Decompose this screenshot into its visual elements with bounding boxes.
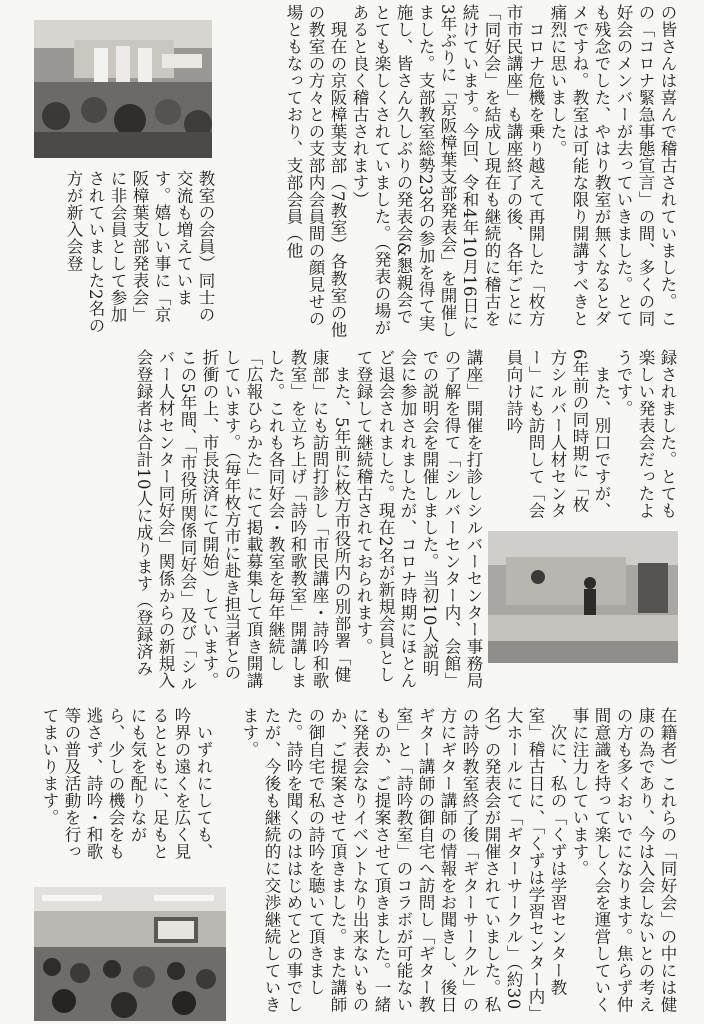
text-column-block-4 — [32, 349, 484, 693]
paragraph: の皆さんは喜んで稽古されていました。この「コロナ緊急事態宣言」の間、多くの同好会のメンバーが去っていきました。とても残念でした、やはり教室が無くなるとダメですね。教室は可能な限り開講すべきと痛烈に思いました。 — [548, 4, 677, 327]
text-column-block-5 — [230, 707, 678, 1019]
band-top — [0, 0, 704, 342]
paragraph: 在籍者）これらの「同好会」の中には健康の為であり、今は入会しないとの考えの方も多くおいでになります。焦らず仲間意識を持って楽しく会を運営していく事に注力しています。 — [570, 707, 677, 1013]
text-column-block-2 — [44, 170, 216, 338]
band-middle — [0, 343, 704, 700]
text-column-block-1 — [228, 4, 678, 338]
photo-guitar-circle-audience — [34, 887, 226, 1021]
paragraph: 教室の会員）同士の交流も増えています。嬉しい事に「京阪樟葉支部発表会」に非会員として参加されていました2名の方が新入会登 — [64, 170, 215, 334]
paragraph: 講座」開催を打診しシルバーセンター事務局の了解を得て「シルバーセンター内、会館」での説明会を開催しました。当初10人説明会に参加されましたが、コロナ時期にほとんど退会されました。現在2名が新規会員として登録して継続稽古されておられます。 — [354, 349, 483, 689]
paragraph: また、別口ですが、6年前の同時期に「枚方シルバー人材センター」にも訪問して「会員向け詩吟 — [504, 349, 611, 519]
photo-silver-center-hall — [488, 531, 678, 663]
band-bottom — [0, 701, 704, 1024]
photo-recital-stage — [34, 20, 212, 158]
paragraph: 次に、私の「くずは学習センター教室」稽古日に、「くずは学習センター内」大ホールにて「ギターサークル」（約30名）の発表会が開催されていました。私の詩吟教室終了後「ギターサークル」の方にギター講師の情報をお聞きし、後日ギター講師の御自宅へ訪問し「ギター教室」と「詩吟教室」のコラボが可能ないものか、ご提案させて頂きました。一緒に発表会なりイベントなり出来ないものか、ご提案させて頂きました。また講師の御自宅で私の詩吟を聴いて頂きました。詩吟を聞くのははじめてとの事でしたが、今後も継続的に交渉継続していきます。 — [240, 707, 567, 1014]
text-column-block-3 — [504, 349, 678, 529]
text-column-block-6 — [40, 707, 214, 875]
paragraph: 録されました。とても楽しい発表会だったようです。 — [614, 349, 677, 519]
paragraph: いずれにしても、吟界の遠くを広く見るとともに、足もとにも気を配りながら、少しの機会をも逃さず、詩吟・和歌等の普及活動を行ってまいります。 — [40, 707, 213, 860]
paragraph: また、5年前に枚方市役所内の別部署「健康部」にも訪問打診し「市民講座・詩吟和歌教室」を立ち上げ「詩吟和歌教室」開講しました。これも各同好会・教室を毎年継続し「広報ひらかた」にて掲載募集して頂き開講しています。（毎年枚方市に赴き担当者との折衝の上、市長決済にて開始）しています。この5年間、「市役所関係同好会」及び「シルバー人材センター同好会」関係からの新規入会登録者は合計10人に成ります（登録済み — [134, 349, 351, 692]
paragraph: 現在の京阪樟葉支部（7教室）各教室の他の教室の方々との支部内会員間の顔見せの場ともなっており、支部会員（他 — [284, 4, 347, 338]
paragraph: コロナ危機を乗り越えて再開した「枚方市市民講座」も講座終了の後、各年ごとに「同好会」を結成し現在も継続的に稽古を続けています。今回、令和4年10月16日に3年ぶりに「京阪樟葉支部発表会」を開催しました。支部教室総勢23名の参加を得て実施し、皆さん久しぶりの発表会&懇親会でとても楽しくされていました。（発表の場があると良く稽古されます） — [350, 4, 545, 338]
